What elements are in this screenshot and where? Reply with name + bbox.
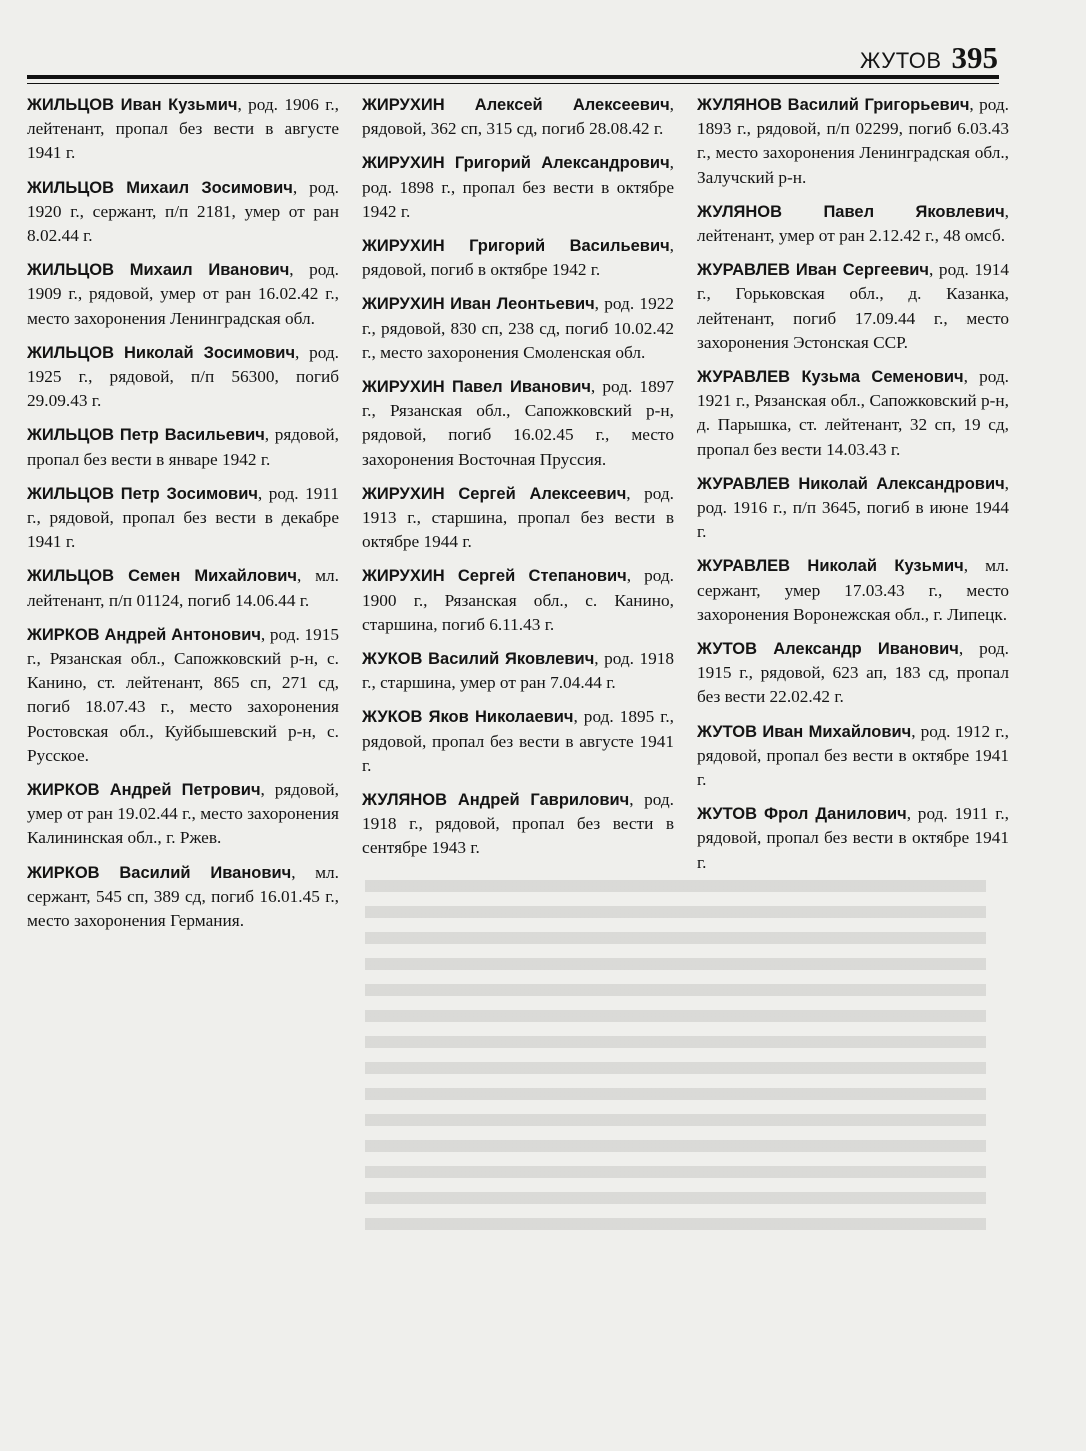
entry [27, 93, 339, 166]
column-1 [27, 93, 339, 943]
running-head: ЖУТОВ [859, 48, 942, 73]
entry-name: ЖУЛЯНОВ Василий Григорьевич [697, 96, 970, 114]
entry [697, 258, 1009, 355]
entry-text: , род. 1913 г., старшина, пропал без вести в октябре 1944 г. [362, 483, 674, 552]
entry-name: ЖИРКОВ Андрей Антонович [27, 625, 261, 644]
header-rule-thick [27, 75, 999, 79]
entry-name: ЖИРУХИН Павел Иванович [362, 378, 591, 397]
entry-name: ЖУТОВ Иван Михайлович [697, 722, 912, 741]
entry-text: , род. 1915 г., Рязанская обл., Сапожковский р-н, с. Канино, ст. лейтенант, 865 сп, 271 сд, погиб 18.07.43 г., место захоронения Ростовская обл., Куйбышевский р-н, с. Русское. [27, 624, 339, 765]
entry-text: , рядовой, пропал без вести в январе 1942 г. [27, 425, 339, 469]
entry-text: , род. 1912 г., рядовой, пропал без вести в октябре 1941 г. [697, 721, 1009, 790]
entry [362, 705, 674, 778]
entry-text: , род. 1911 г., рядовой, пропал без вести в октябре 1941 г. [697, 804, 1009, 872]
entry-name: ЖУТОВ Фрол Данилович [697, 805, 907, 824]
entry [27, 423, 339, 471]
entry-text: , род. 1921 г., Рязанская обл., Сапожковский р-н, д. Парышка, ст. лейтенант, 32 сп, 19 сд, пропал без вести 14.03.43 г. [697, 367, 1009, 459]
entry [27, 564, 339, 612]
entry-name: ЖИЛЬЦОВ Петр Васильевич [27, 426, 265, 445]
entry-name: ЖИРКОВ Андрей Петрович [27, 781, 261, 800]
entry-text: , род. 1918 г., рядовой, пропал без вести в сентябре 1943 г. [362, 790, 674, 858]
header-rule-thin [27, 83, 999, 84]
column-3 [697, 93, 1009, 943]
entry-text: , род. 1893 г., рядовой, п/п 02299, погиб 6.03.43 г., место захоронения Ленинградская обл., Залучский р-н. [697, 95, 1009, 187]
entry [362, 647, 674, 695]
entry-name: ЖУТОВ Александр Иванович [697, 640, 959, 659]
entry [697, 200, 1009, 248]
entry-text: , род. 1925 г., рядовой, п/п 56300, погиб 29.09.43 г. [27, 342, 340, 411]
entry-name: ЖУКОВ Василий Яковлевич [362, 650, 595, 669]
entry-name: ЖИЛЬЦОВ Петр Зосимович [27, 484, 258, 503]
entry-text: , мл. лейтенант, п/п 01124, погиб 14.06.44 г. [27, 566, 339, 610]
entry [27, 258, 339, 331]
entry-name: ЖИЛЬЦОВ Михаил Иванович [27, 261, 290, 280]
entry-text: , род. 1911 г., рядовой, пропал без вести в декабре 1941 г. [27, 483, 340, 552]
entry-name: ЖУРАВЛЕВ Иван Сергеевич [697, 261, 929, 280]
entry-text: , род. 1895 г., рядовой, пропал без вести в августе 1941 г. [362, 707, 674, 775]
entry-name: ЖУРАВЛЕВ Николай Кузьмич [697, 557, 964, 576]
page-header [860, 40, 998, 76]
entry [697, 637, 1009, 710]
entry [697, 365, 1009, 462]
entry [27, 861, 339, 934]
entry-name: ЖУРАВЛЕВ Николай Александрович [697, 474, 1005, 493]
entry-name: ЖУКОВ Яков Николаевич [362, 708, 574, 727]
entry-name: ЖИРУХИН Иван Леонтьевич [362, 295, 595, 314]
entry [27, 341, 339, 414]
entry-name: ЖИЛЬЦОВ Иван Кузьмич [27, 96, 238, 114]
entry-name: ЖИРУХИН Алексей Алексеевич [362, 96, 670, 114]
entry-text: , род. 1900 г., Рязанская обл., с. Канино, старшина, погиб 6.11.43 г. [362, 566, 674, 634]
entry [697, 472, 1009, 545]
entry-text: , рядовой, 362 сп, 315 сд, погиб 28.08.42 г. [362, 95, 674, 139]
entry-name: ЖИРУХИН Сергей Алексеевич [362, 484, 627, 503]
entry [362, 234, 674, 282]
entry [27, 623, 339, 768]
entry [697, 720, 1009, 793]
entry-text: , род. 1916 г., п/п 3645, погиб в июне 1944 г. [697, 473, 1009, 542]
entry [27, 176, 339, 249]
page-number: 395 [951, 40, 998, 75]
entry-text: , род. 1906 г., лейтенант, пропал без вести в августе 1941 г. [27, 95, 339, 163]
entry-name: ЖИЛЬЦОВ Семен Михайлович [27, 567, 297, 586]
entry-text: , род. 1918 г., старшина, умер от ран 7.04.44 г. [362, 649, 675, 693]
entry-text: , род. 1914 г., Горьковская обл., д. Казанка, лейтенант, погиб 17.09.44 г., место захоронения Эстонская ССР. [697, 260, 1009, 352]
entry-text: , лейтенант, умер от ран 2.12.42 г., 48 омсб. [697, 201, 1009, 246]
entry-text: , род. 1915 г., рядовой, 623 ап, 183 сд, пропал без вести 22.02.42 г. [697, 639, 1009, 707]
entry-name: ЖУРАВЛЕВ Кузьма Семенович [697, 368, 964, 387]
entry-text: , род. 1922 г., рядовой, 830 сп, 238 сд, погиб 10.02.42 г., место захоронения Смоленская обл. [362, 294, 674, 362]
entry-name: ЖИРУХИН Сергей Степанович [362, 567, 627, 586]
entry [362, 564, 674, 637]
entry-text: , мл. сержант, умер 17.03.43 г., место захоронения Воронежская обл., г. Липецк. [697, 556, 1009, 624]
entry-text: , мл. сержант, 545 сп, 389 сд, погиб 16.01.45 г., место захоронения Германия. [27, 862, 339, 931]
entry [27, 482, 339, 555]
entry-name: ЖИРУХИН Григорий Васильевич [362, 237, 670, 256]
entry-name: ЖИРКОВ Василий Иванович [27, 863, 292, 882]
entry [362, 375, 674, 472]
entry-text: , род. 1909 г., рядовой, умер от ран 16.02.42 г., место захоронения Ленинградская обл. [27, 260, 339, 328]
entry-text: , род. 1897 г., Рязанская обл., Сапожковский р-н, рядовой, погиб 16.02.45 г., место захоронения Восточная Пруссия. [362, 377, 674, 469]
entry [697, 802, 1009, 875]
entry-name: ЖИЛЬЦОВ Михаил Зосимович [27, 178, 293, 197]
entry-name: ЖИЛЬЦОВ Николай Зосимович [27, 343, 296, 362]
entry [362, 292, 674, 365]
entry [362, 93, 674, 141]
entry-text: , рядовой, погиб в октябре 1942 г. [362, 236, 674, 280]
entry-text: , род. 1898 г., пропал без вести в октябре 1942 г. [362, 153, 674, 221]
entry [362, 788, 674, 861]
entries-columns [27, 93, 1009, 943]
entry-name: ЖИРУХИН Григорий Александрович [362, 154, 670, 173]
entry-text: , род. 1920 г., сержант, п/п 2181, умер от ран 8.02.44 г. [27, 177, 340, 246]
entry [362, 482, 674, 555]
column-2 [362, 93, 674, 943]
entry-text: , рядовой, умер от ран 19.02.44 г., место захоронения Калининская обл., г. Ржев. [27, 780, 339, 848]
entry [697, 93, 1009, 190]
entry [697, 554, 1009, 627]
entry-name: ЖУЛЯНОВ Павел Яковлевич [697, 202, 1005, 221]
entry [27, 778, 339, 851]
entry [362, 151, 674, 224]
entry-name: ЖУЛЯНОВ Андрей Гаврилович [362, 791, 630, 810]
